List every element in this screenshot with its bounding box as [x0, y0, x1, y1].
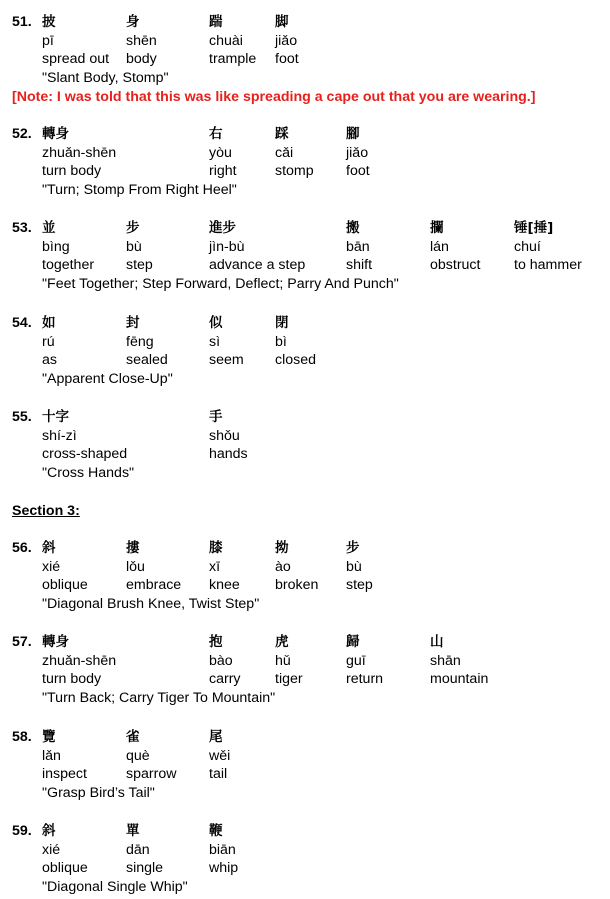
hanzi-char: 如 [42, 315, 56, 331]
english-word: together [42, 257, 95, 273]
movement-title: "Feet Together; Step Forward, Deflect; Parry And Punch" [42, 275, 399, 292]
english-word: oblique [42, 577, 88, 593]
pinyin-word: biān [209, 841, 236, 858]
hanzi-char: 右 [209, 126, 223, 142]
english-word: turn body [42, 163, 102, 179]
entry-55 [0, 408, 610, 482]
pinyin-word: hǔ [275, 652, 291, 669]
movement-title: "Turn Back; Carry Tiger To Mountain" [42, 689, 276, 706]
hanzi-char: 腳 [346, 126, 360, 142]
entry-52 [0, 125, 610, 199]
english-word: inspect [42, 766, 87, 782]
hanzi-char: 鞭 [209, 823, 223, 839]
english-word: broken [275, 577, 319, 593]
english-word: seem [209, 352, 244, 368]
hanzi-row [0, 728, 610, 747]
hanzi-char: 進步 [209, 220, 236, 236]
hanzi-row [0, 633, 610, 652]
hanzi-char: 步 [126, 220, 140, 236]
note-text: [Note: I was told that this was like spreading a cape out that you are wearing.] [12, 89, 536, 105]
pinyin-row [0, 747, 610, 766]
english-row [0, 50, 610, 69]
english-word: turn body [42, 671, 102, 687]
english-word: foot [346, 163, 370, 179]
english-word: trample [209, 51, 257, 67]
hanzi-row [0, 125, 610, 144]
english-row [0, 351, 610, 370]
pinyin-row [0, 144, 610, 163]
pinyin-row [0, 333, 610, 352]
hanzi-char: 锤[捶] [514, 220, 554, 236]
movement-title: "Apparent Close-Up" [42, 370, 173, 387]
english-word: step [346, 577, 373, 593]
english-word: hands [209, 446, 248, 462]
movement-title: "Cross Hands" [42, 464, 135, 481]
entry-51 [0, 13, 610, 87]
pinyin-word: guī [346, 652, 366, 669]
title-row [0, 275, 610, 294]
title-row [0, 689, 610, 708]
english-row [0, 670, 610, 689]
pinyin-word: shí-zì [42, 427, 77, 444]
pinyin-word: jiǎo [275, 32, 298, 49]
pinyin-word: bào [209, 652, 233, 669]
hanzi-char: 山 [430, 634, 444, 650]
pinyin-row [0, 652, 610, 671]
english-row [0, 162, 610, 181]
pinyin-word: bù [346, 558, 362, 575]
hanzi-char: 抱 [209, 634, 223, 650]
english-word: shift [346, 257, 373, 273]
hanzi-char: 手 [209, 409, 223, 425]
entry-number: 57. [12, 634, 32, 650]
english-word: advance a step [209, 257, 306, 273]
english-word: step [126, 257, 153, 273]
hanzi-char: 膝 [209, 540, 223, 556]
entry-number: 53. [12, 220, 32, 236]
title-row [0, 69, 610, 88]
pinyin-word: lán [430, 238, 449, 255]
english-word: foot [275, 51, 299, 67]
hanzi-char: 封 [126, 315, 140, 331]
hanzi-char: 虎 [275, 634, 289, 650]
english-word: closed [275, 352, 317, 368]
pinyin-word: cǎi [275, 144, 294, 161]
hanzi-row [0, 314, 610, 333]
pinyin-word: yòu [209, 144, 232, 161]
pinyin-word: shēn [126, 32, 157, 49]
english-word: obstruct [430, 257, 481, 273]
pinyin-word: xī [209, 558, 221, 575]
pinyin-word: què [126, 747, 150, 764]
pinyin-word: pī [42, 32, 54, 49]
entry-number: 51. [12, 14, 32, 30]
title-row [0, 878, 610, 897]
title-row [0, 181, 610, 200]
hanzi-char: 轉身 [42, 126, 69, 142]
pinyin-word: xié [42, 558, 61, 575]
hanzi-char: 尾 [209, 729, 223, 745]
hanzi-char: 步 [346, 540, 360, 556]
entry-number: 59. [12, 823, 32, 839]
title-row [0, 464, 610, 483]
movement-title: "Diagonal Brush Knee, Twist Step" [42, 595, 260, 612]
english-word: tiger [275, 671, 303, 687]
pinyin-word: fēng [126, 333, 154, 350]
pinyin-word: ào [275, 558, 291, 575]
english-word: single [126, 860, 164, 876]
english-row [0, 445, 610, 464]
hanzi-char: 似 [209, 315, 223, 331]
pinyin-word: zhuǎn-shēn [42, 144, 117, 161]
english-word: tail [209, 766, 228, 782]
english-word: whip [209, 860, 239, 876]
title-row [0, 784, 610, 803]
english-word: right [209, 163, 237, 179]
hanzi-char: 歸 [346, 634, 360, 650]
pinyin-word: xié [42, 841, 61, 858]
english-word: mountain [430, 671, 489, 687]
pinyin-word: chuí [514, 238, 541, 255]
pinyin-word: jìn-bù [209, 238, 245, 255]
hanzi-char: 搬 [346, 220, 360, 236]
english-row [0, 765, 610, 784]
entry-number: 56. [12, 540, 32, 556]
hanzi-char: 單 [126, 823, 140, 839]
pinyin-row [0, 558, 610, 577]
pinyin-word: lǎn [42, 747, 61, 764]
entry-53 [0, 219, 610, 293]
pinyin-word: zhuǎn-shēn [42, 652, 117, 669]
pinyin-word: dān [126, 841, 150, 858]
english-word: to hammer [514, 257, 582, 273]
pinyin-row [0, 238, 610, 257]
english-word: cross-shaped [42, 446, 128, 462]
english-row [0, 256, 610, 275]
english-word: carry [209, 671, 241, 687]
pinyin-word: lǒu [126, 558, 145, 575]
entry-number: 52. [12, 126, 32, 142]
hanzi-char: 雀 [126, 729, 140, 745]
hanzi-char: 轉身 [42, 634, 69, 650]
english-word: as [42, 352, 57, 368]
pinyin-word: bù [126, 238, 142, 255]
hanzi-char: 斜 [42, 540, 56, 556]
pinyin-word: bì [275, 333, 287, 350]
movement-title: "Diagonal Single Whip" [42, 878, 188, 895]
pinyin-word: chuài [209, 32, 243, 49]
hanzi-char: 覽 [42, 729, 56, 745]
pinyin-word: wěi [209, 747, 231, 764]
english-word: knee [209, 577, 240, 593]
hanzi-char: 踹 [209, 14, 223, 30]
entry-number: 55. [12, 409, 32, 425]
hanzi-char: 踩 [275, 126, 289, 142]
pinyin-row [0, 427, 610, 446]
hanzi-row [0, 408, 610, 427]
entry-54 [0, 314, 610, 388]
pinyin-word: shān [430, 652, 461, 669]
english-word: sparrow [126, 766, 177, 782]
entry-number: 58. [12, 729, 32, 745]
section-heading: Section 3: [12, 503, 80, 519]
english-word: body [126, 51, 157, 67]
entry-56 [0, 539, 610, 613]
pinyin-row [0, 32, 610, 51]
pinyin-word: sì [209, 333, 221, 350]
hanzi-row [0, 822, 610, 841]
hanzi-row [0, 219, 610, 238]
entry-58 [0, 728, 610, 802]
hanzi-char: 脚 [275, 14, 289, 30]
english-word: spread out [42, 51, 110, 67]
hanzi-char: 摟 [126, 540, 140, 556]
pinyin-row [0, 841, 610, 860]
hanzi-char: 並 [42, 220, 56, 236]
hanzi-char: 身 [126, 14, 140, 30]
hanzi-char: 拗 [275, 540, 289, 556]
pinyin-word: rú [42, 333, 55, 350]
hanzi-char: 攔 [430, 220, 444, 236]
hanzi-char: 十字 [42, 409, 69, 425]
english-word: return [346, 671, 384, 687]
hanzi-char: 斜 [42, 823, 56, 839]
title-row [0, 370, 610, 389]
entry-number: 54. [12, 315, 32, 331]
pinyin-word: shǒu [209, 427, 240, 444]
movement-title: "Slant Body, Stomp" [42, 69, 169, 86]
pinyin-word: bìng [42, 238, 70, 255]
hanzi-row [0, 13, 610, 32]
hanzi-row [0, 539, 610, 558]
pinyin-word: bān [346, 238, 370, 255]
pinyin-word: jiǎo [346, 144, 369, 161]
hanzi-char: 閉 [275, 315, 289, 331]
english-word: embrace [126, 577, 182, 593]
title-row [0, 595, 610, 614]
movement-title: "Turn; Stomp From Right Heel" [42, 181, 237, 198]
english-word: stomp [275, 163, 314, 179]
english-word: oblique [42, 860, 88, 876]
entry-57 [0, 633, 610, 707]
movement-title: "Grasp Bird’s Tail" [42, 784, 155, 801]
entry-59 [0, 822, 610, 896]
english-word: sealed [126, 352, 168, 368]
english-row [0, 859, 610, 878]
hanzi-char: 披 [42, 14, 56, 30]
english-row [0, 576, 610, 595]
